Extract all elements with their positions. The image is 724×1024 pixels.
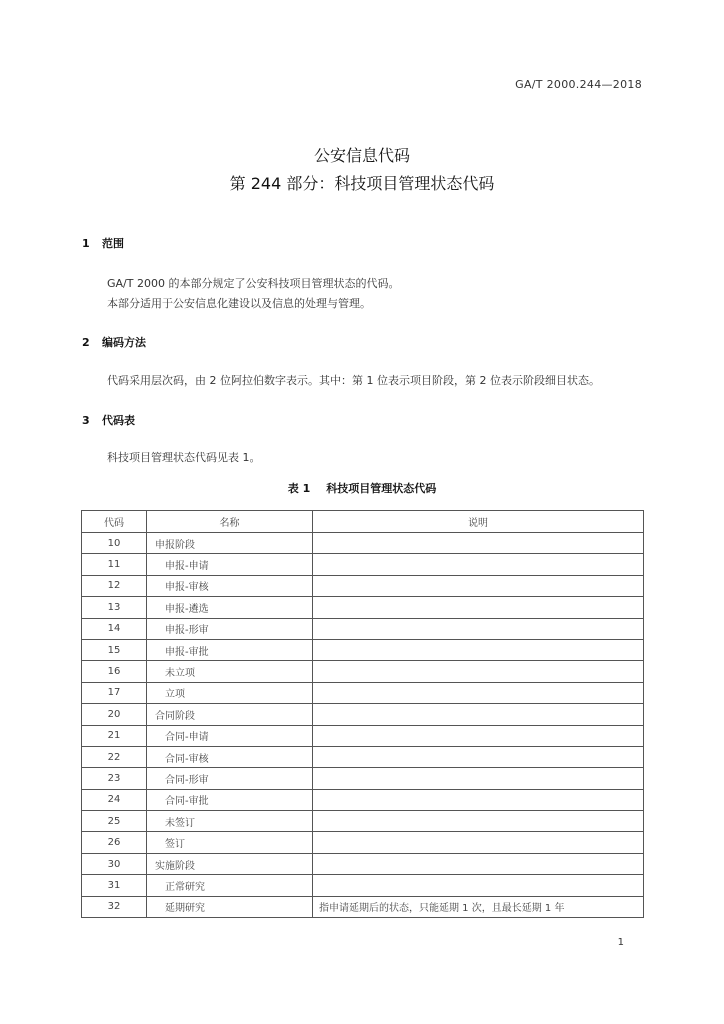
page-number: 1 [617,937,624,948]
description-cell [313,811,644,832]
table-row [82,811,644,832]
code-cell: 10 [82,533,147,554]
description-cell: 指申请延期后的状态，只能延期 1 次，且最长延期 1 年 [313,896,644,917]
section-heading-coding-method [82,334,146,350]
table-row [82,554,644,575]
description-cell [313,554,644,575]
description-cell [313,618,644,639]
code-cell: 16 [82,661,147,682]
description-cell [313,875,644,896]
section-title: 代码表 [102,414,135,427]
description-cell [313,704,644,725]
code-cell: 30 [82,853,147,874]
code-cell: 14 [82,618,147,639]
code-cell: 23 [82,768,147,789]
code-cell: 15 [82,639,147,660]
code-cell: 24 [82,789,147,810]
section-heading-code-table [82,412,135,428]
description-cell [313,725,644,746]
section-number: 1 [82,237,90,250]
table-header-row [82,511,644,533]
document-title: 公安信息代码 [313,146,410,165]
section-heading-scope [82,235,124,251]
section-title: 范围 [102,237,124,250]
description-cell [313,853,644,874]
paragraph: GA/T 2000 的本部分规定了公安科技项目管理状态的代码。 [107,277,400,290]
header-name: 名称 [147,511,313,533]
table-number: 表 1 [287,482,311,495]
description-cell [313,746,644,767]
code-table [81,510,644,918]
section-title: 编码方法 [102,336,146,349]
paragraph: 本部分适用于公安信息化建设以及信息的处理与管理。 [107,297,371,310]
name-cell: 申报-申请 [147,554,313,575]
name-cell: 未立项 [147,661,313,682]
description-cell [313,768,644,789]
section-number: 3 [82,414,90,427]
description-cell [313,639,644,660]
table-row [82,746,644,767]
code-cell: 32 [82,896,147,917]
table-row [82,661,644,682]
code-cell: 20 [82,704,147,725]
table-row [82,682,644,703]
header-description: 说明 [313,511,644,533]
name-cell: 延期研究 [147,896,313,917]
table-row [82,789,644,810]
description-cell [313,597,644,618]
table-row [82,639,644,660]
name-cell: 申报-遴选 [147,597,313,618]
code-cell: 22 [82,746,147,767]
name-cell: 正常研究 [147,875,313,896]
table-row [82,597,644,618]
code-cell: 13 [82,597,147,618]
document-subtitle: 第 244 部分：科技项目管理状态代码 [229,174,495,193]
code-cell: 25 [82,811,147,832]
name-cell: 申报-形审 [147,618,313,639]
paragraph: 科技项目管理状态代码见表 1。 [107,451,261,464]
description-cell [313,789,644,810]
section-number: 2 [82,336,90,349]
description-cell [313,533,644,554]
table-row [82,768,644,789]
table-row [82,832,644,853]
table-row [82,725,644,746]
code-cell: 21 [82,725,147,746]
name-cell: 合同-形审 [147,768,313,789]
code-cell: 12 [82,575,147,596]
table-row [82,618,644,639]
table-caption [0,480,724,496]
table-row [82,896,644,917]
code-cell: 11 [82,554,147,575]
table-row [82,875,644,896]
name-cell: 申报阶段 [147,533,313,554]
code-cell: 31 [82,875,147,896]
name-cell: 立项 [147,682,313,703]
description-cell [313,832,644,853]
name-cell: 合同-审批 [147,789,313,810]
table-body [82,533,644,918]
name-cell: 合同-申请 [147,725,313,746]
code-cell: 17 [82,682,147,703]
name-cell: 申报-审核 [147,575,313,596]
standard-number: GA/T 2000.244—2018 [515,78,642,91]
name-cell: 合同-审核 [147,746,313,767]
table-row [82,575,644,596]
table-title: 科技项目管理状态代码 [326,482,437,495]
code-cell: 26 [82,832,147,853]
name-cell: 合同阶段 [147,704,313,725]
name-cell: 申报-审批 [147,639,313,660]
name-cell: 签订 [147,832,313,853]
header-code: 代码 [82,511,147,533]
table-row [82,533,644,554]
name-cell: 未签订 [147,811,313,832]
description-cell [313,682,644,703]
description-cell [313,661,644,682]
paragraph: 代码采用层次码，由 2 位阿拉伯数字表示。其中：第 1 位表示项目阶段，第 2 位表示阶段细目状态。 [107,374,600,387]
description-cell [313,575,644,596]
table-row [82,853,644,874]
name-cell: 实施阶段 [147,853,313,874]
table-row [82,704,644,725]
